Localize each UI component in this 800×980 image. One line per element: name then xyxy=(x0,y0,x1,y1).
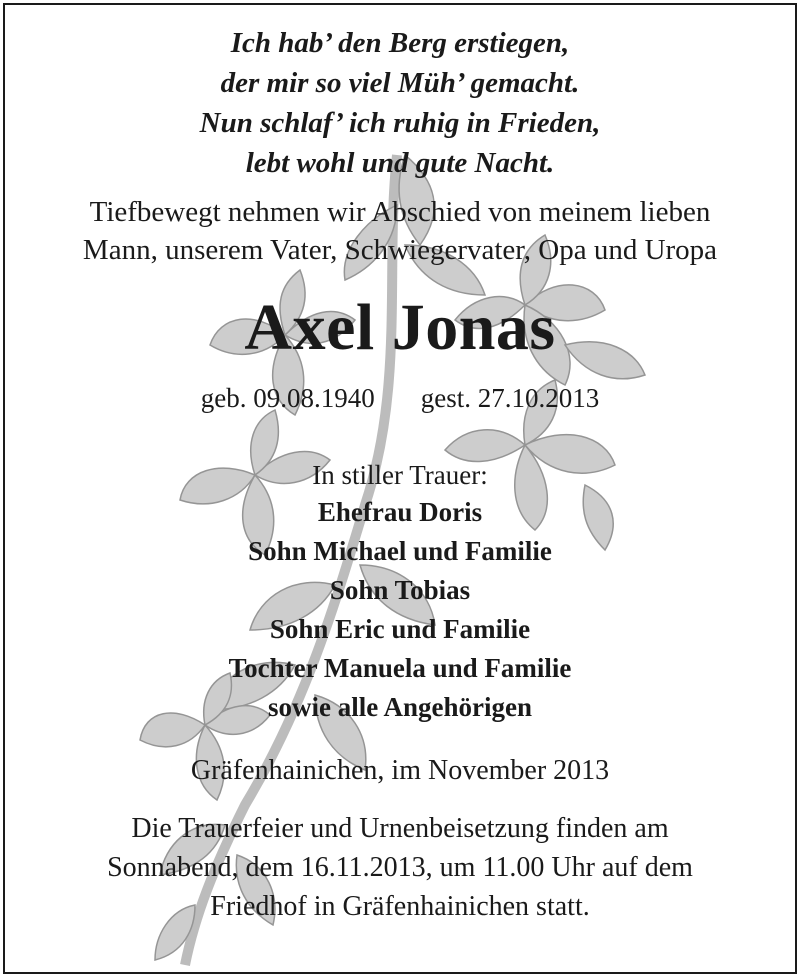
death-date: gest. 27.10.2013 xyxy=(420,383,600,413)
poem xyxy=(5,23,795,183)
intro-text xyxy=(5,193,795,269)
poem-line: Nun schlaf’ ich ruhig in Frieden, xyxy=(199,107,601,139)
service-line: Die Trauerfeier und Urnenbeisetzung finden am xyxy=(131,813,669,844)
poem-line: Ich hab’ den Berg erstiegen, xyxy=(230,27,570,59)
intro-line: Mann, unserem Vater, Schwiegervater, Opa und Uropa xyxy=(82,234,718,266)
obituary-notice xyxy=(3,3,797,974)
mourners-heading: In stiller Trauer: xyxy=(312,460,488,490)
mourner-entry: Tochter Manuela und Familie xyxy=(228,653,572,683)
intro-line: Tiefbewegt nehmen wir Abschied von meinem lieben xyxy=(89,196,711,228)
life-dates xyxy=(5,381,795,415)
mourner-entry: Sohn Tobias xyxy=(329,575,471,605)
poem-line: lebt wohl und gute Nacht. xyxy=(245,147,555,179)
notice-content xyxy=(5,23,795,926)
service-line: Sonnabend, dem 16.11.2013, um 11.00 Uhr auf dem xyxy=(107,852,693,883)
mourner-entry: Sohn Michael und Familie xyxy=(248,536,552,566)
service-line: Friedhof in Gräfenhainichen statt. xyxy=(210,891,590,922)
mourners-list xyxy=(5,493,795,727)
mourner-entry: Ehefrau Doris xyxy=(317,497,483,527)
poem-line: der mir so viel Müh’ gemacht. xyxy=(220,67,580,99)
birth-date: geb. 09.08.1940 xyxy=(200,383,375,413)
mourner-entry: sowie alle Angehörigen xyxy=(268,692,532,722)
mourner-entry: Sohn Eric und Familie xyxy=(269,614,531,644)
deceased-name: Axel Jonas xyxy=(244,291,556,364)
funeral-service-info xyxy=(5,809,795,926)
place-and-date: Gräfenhainichen, im November 2013 xyxy=(190,755,610,786)
